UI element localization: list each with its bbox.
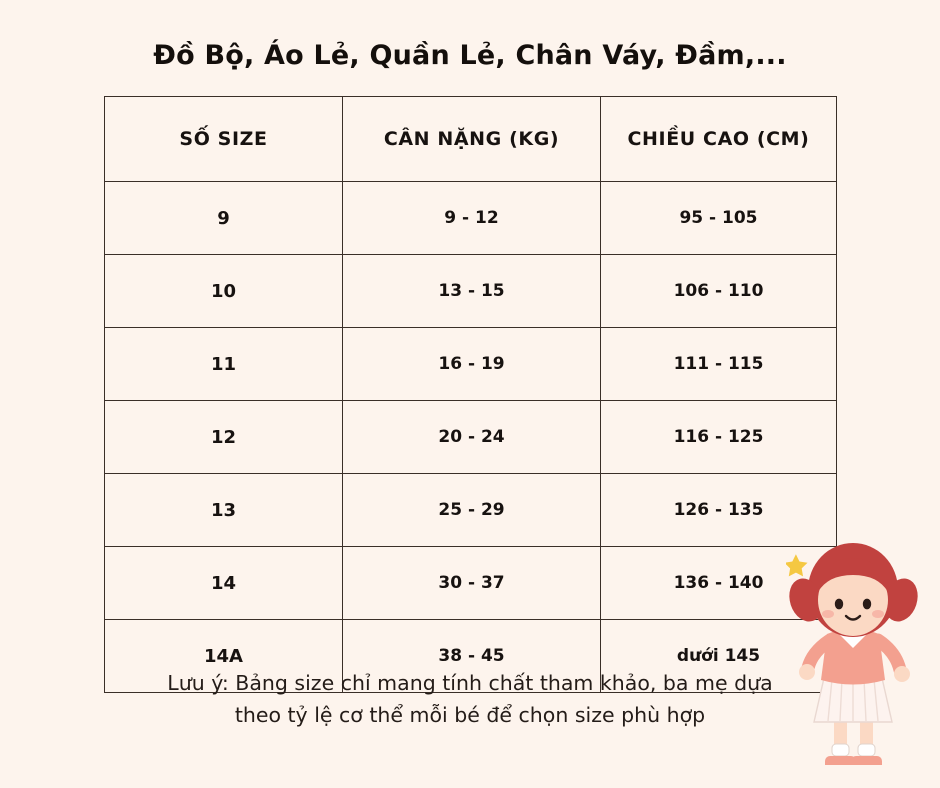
cell-height: 111 - 115 [601,328,837,401]
cell-weight: 20 - 24 [343,401,601,474]
table-row [105,182,837,255]
cell-height: 136 - 140 [601,547,837,620]
column-header-height: CHIỀU CAO (CM) [601,97,837,182]
cell-weight: 16 - 19 [343,328,601,401]
page-title: Đồ Bộ, Áo Lẻ, Quần Lẻ, Chân Váy, Đầm,... [153,40,787,71]
cell-height: dưới 145 [601,620,837,693]
girl-character-illustration [786,516,940,774]
size-table-container [104,96,836,693]
cell-weight: 30 - 37 [343,547,601,620]
table-header [105,97,837,182]
cell-weight: 25 - 29 [343,474,601,547]
cell-height: 95 - 105 [601,182,837,255]
table-header-row [105,97,837,182]
cell-size: 14A [105,620,343,693]
note-line-1: Lưu ý: Bảng size chỉ mang tính chất tham khảo, ba mẹ dựa [167,671,773,695]
cell-size: 10 [105,255,343,328]
column-header-size: SỐ SIZE [105,97,343,182]
cell-weight: 13 - 15 [343,255,601,328]
note-line-2: theo tỷ lệ cơ thể mỗi bé để chọn size phù hợp [234,702,706,727]
cell-size: 14 [105,547,343,620]
cell-height: 126 - 135 [601,474,837,547]
star-icon [786,554,808,576]
table-row [105,328,837,401]
cell-height: 106 - 110 [601,255,837,328]
cell-size: 12 [105,401,343,474]
cell-size: 9 [105,182,343,255]
cell-size: 11 [105,328,343,401]
table-row [105,547,837,620]
cell-weight: 38 - 45 [343,620,601,693]
cell-height: 116 - 125 [601,401,837,474]
table-row [105,474,837,547]
size-table [104,96,837,693]
table-row [105,401,837,474]
table-row [105,255,837,328]
cell-size: 13 [105,474,343,547]
table-body [105,182,837,693]
cell-weight: 9 - 12 [343,182,601,255]
column-header-weight: CÂN NẶNG (KG) [343,97,601,182]
